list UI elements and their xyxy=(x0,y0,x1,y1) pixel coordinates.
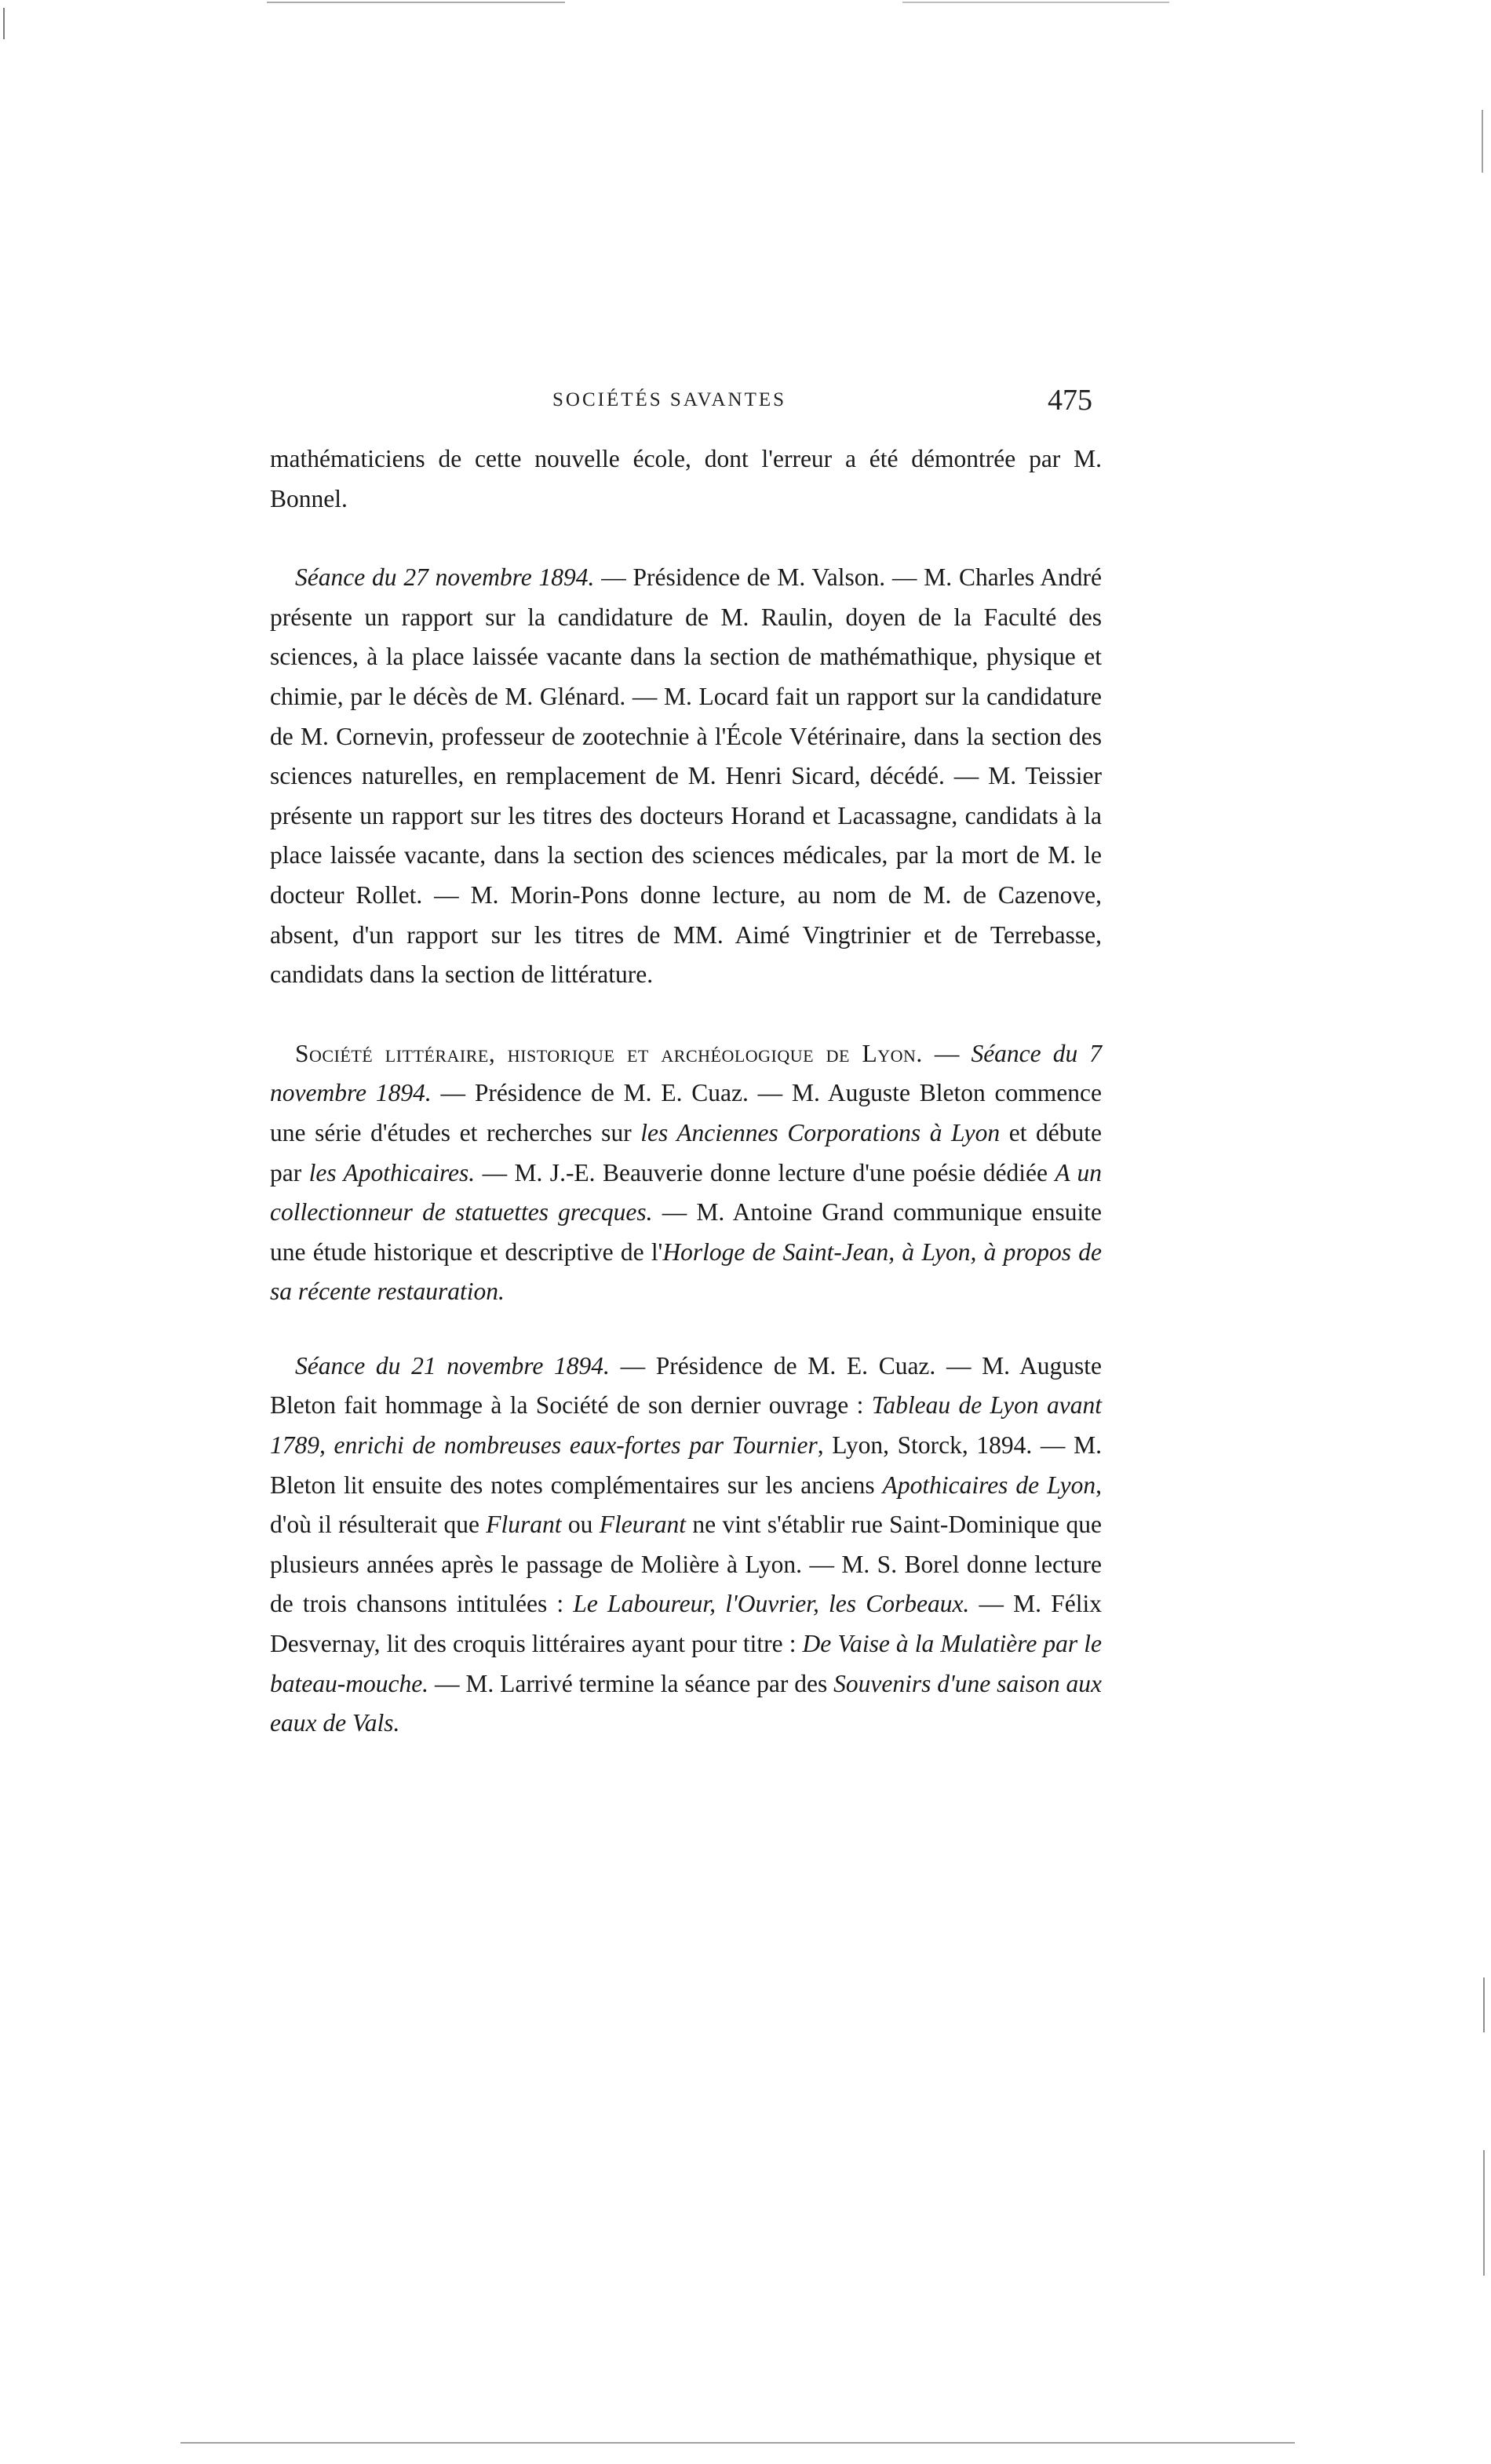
work-title: A un collectionneur de statuettes grecques. xyxy=(270,1158,1102,1227)
text-run: — xyxy=(922,1039,972,1067)
scan-right-edge xyxy=(1482,110,1483,173)
text-run: et débute par xyxy=(270,1118,1103,1186)
text-run: ne vint s'établir rue Saint-Dominique que plusieurs années après le passage de Molière à Lyon. — M. S. Borel donne lecture de trois chansons intitulées : xyxy=(270,1511,1102,1618)
paragraph-seance-21-nov xyxy=(270,1347,1102,1744)
work-title: De Vaise à la Mulatière par le bateau-mouche. xyxy=(270,1630,1103,1697)
scan-right-edge-bottom xyxy=(1483,2150,1485,2276)
work-title: Tableau de Lyon avant 1789, enrichi de nombreuses eaux-fortes par Tournier xyxy=(270,1391,1102,1460)
scan-left-mark xyxy=(3,8,5,39)
text-run: — M. J.-E. Beauverie donne lecture d'une poésie dédiée xyxy=(475,1158,1055,1186)
running-title: SOCIÉTÉS SAVANTES xyxy=(552,389,787,410)
text-run: — Présidence de M. Valson. — M. Charles André présente un rapport sur la candidature de M. Raulin, doyen de la Faculté des sciences, à la place laissée vacante dans la section de mathémathique, physique et chimie, par le décès de M. Glénard. — M. Locard fait un rapport sur la candidature de M. Cornevin, professeur de zootechnie à l'École Vétérinaire, dans la section des sciences naturelles, en remplacement de M. Henri Sicard, décédé. — M. Teissier présente un rapport sur les titres des docteurs Horand et Lacassagne, candidats à la place laissée vacante, dans la section des sciences médicales, par la mort de M. le docteur Rollet. — M. Morin-Pons donne lecture, au nom de M. de Cazenove, absent, d'un rapport sur les titres de MM. Aimé Vingtrinier et de Terrebasse, candidats dans la section de littérature. xyxy=(270,563,1102,989)
seance-date: Séance du 7 novembre 1894. xyxy=(270,1039,1102,1107)
work-title: Le Laboureur, l'Ouvrier, les Corbeaux. xyxy=(573,1590,970,1618)
work-title: Horloge de Saint-Jean, à Lyon, à propos de sa récente restauration. xyxy=(270,1237,1102,1306)
text-run: — M. Antoine Grand communique ensuite une étude historique et descriptive de l' xyxy=(270,1198,1103,1266)
page-body xyxy=(270,439,1102,1744)
text-run: mathématiciens de cette nouvelle école, dont l'erreur a été démontrée par M. Bonnel. xyxy=(270,445,1102,512)
scan-top-rule-right xyxy=(902,2,1169,3)
scan-top-rule xyxy=(267,2,565,3)
page-number: 475 xyxy=(1048,384,1092,417)
paragraph-continuation xyxy=(270,439,1102,519)
text-run: — M. Larrivé termine la séance par des xyxy=(428,1669,834,1697)
text-run: , Lyon, Storck, 1894. — M. Bleton lit ensuite des notes complémentaires sur les anciens xyxy=(270,1431,1102,1499)
work-title: les Apothicaires. xyxy=(308,1158,476,1186)
running-header xyxy=(270,386,1102,422)
paragraph-societe-litteraire xyxy=(270,1034,1102,1312)
person-name: Fleurant xyxy=(599,1511,687,1539)
work-title: les Anciennes Corporations à Lyon xyxy=(640,1118,1001,1146)
seance-date: Séance du 27 novembre 1894. xyxy=(295,563,595,592)
paragraph-gap xyxy=(270,1312,1102,1347)
text-run: — M. Félix Desvernay, lit des croquis littéraires ayant pour titre : xyxy=(270,1590,1102,1658)
society-name: Société littéraire, historique et archéologique de Lyon. xyxy=(295,1039,923,1067)
text-run: — Présidence de M. E. Cuaz. — M. Auguste Bleton commence une série d'études et recherches sur xyxy=(270,1079,1102,1146)
seance-date: Séance du 21 novembre 1894. xyxy=(295,1351,610,1380)
paragraph-seance-27-nov xyxy=(270,558,1102,995)
paragraph-gap xyxy=(270,519,1102,558)
paragraph-gap xyxy=(270,995,1102,1034)
person-name: Flurant xyxy=(486,1511,562,1539)
text-run: , d'où il résulterait que xyxy=(270,1471,1103,1539)
scan-right-edge-lower xyxy=(1483,1977,1485,2032)
text-run: — Présidence de M. E. Cuaz. — M. Auguste Bleton fait hommage à la Société de son dernier ouvrage : xyxy=(270,1351,1102,1420)
work-title: Souvenirs d'une saison aux eaux de Vals. xyxy=(270,1669,1103,1737)
work-title: Apothicaires de Lyon xyxy=(882,1471,1096,1499)
text-run: ou xyxy=(561,1511,600,1539)
scan-bottom-rule xyxy=(180,2442,1295,2444)
